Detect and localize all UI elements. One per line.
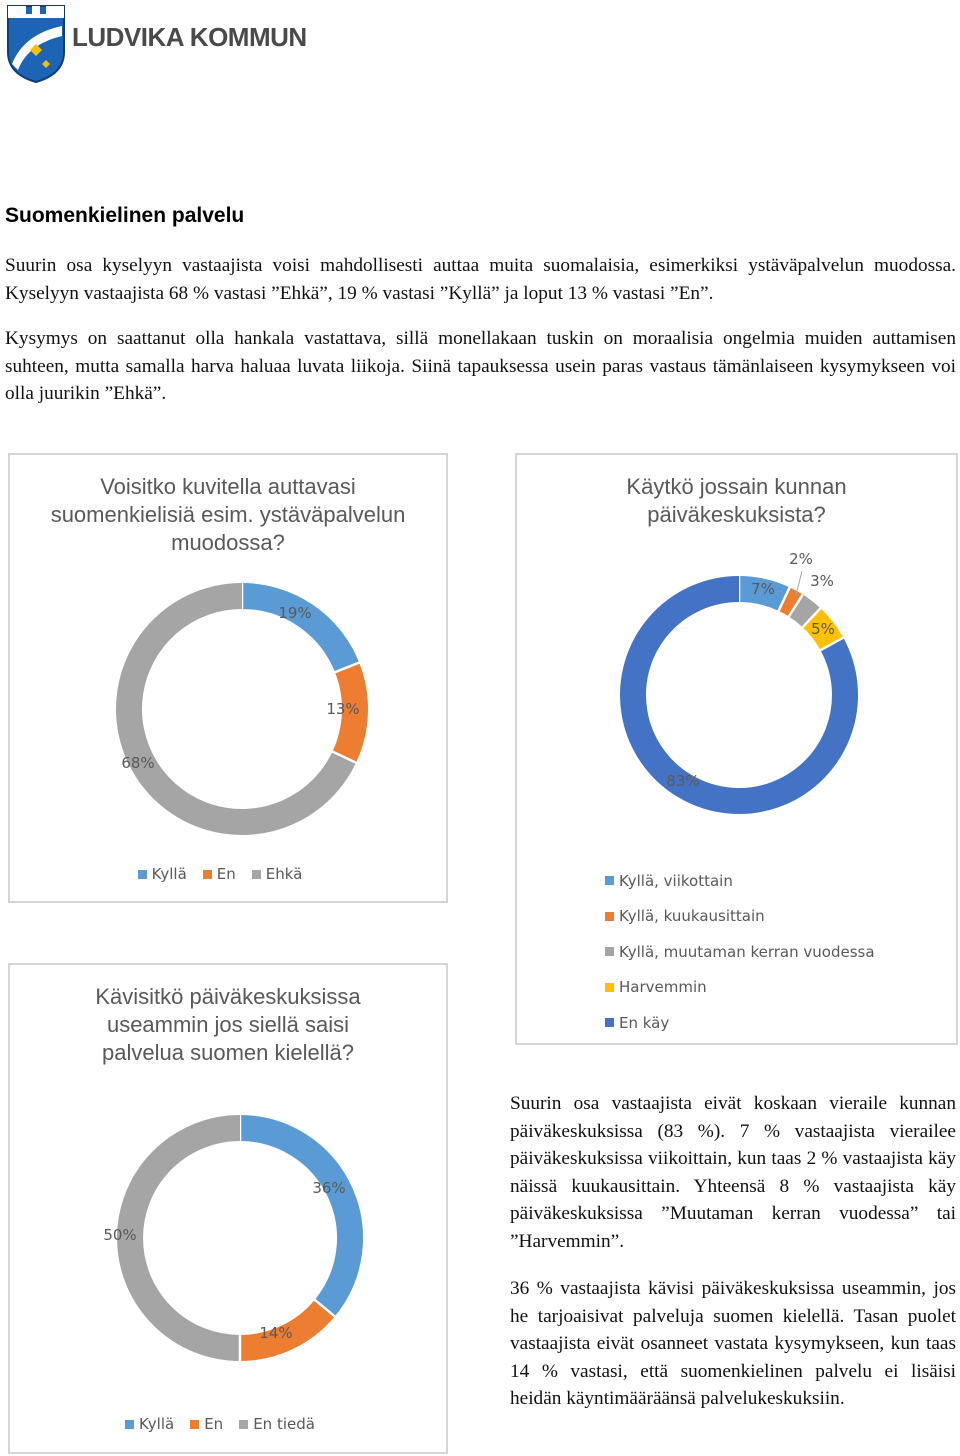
legend-swatch — [239, 1420, 248, 1429]
donut-chart — [10, 965, 450, 1456]
legend-swatch — [605, 983, 614, 992]
legend-swatch — [190, 1420, 199, 1429]
section-heading: Suomenkielinen palvelu — [5, 204, 245, 227]
coat-of-arms-icon — [6, 4, 68, 84]
legend-item — [203, 865, 236, 883]
legend-swatch — [252, 870, 261, 879]
chart-more-often — [8, 963, 448, 1454]
legend-item — [605, 934, 875, 970]
legend-swatch — [125, 1420, 134, 1429]
paragraph-explanation: Kysymys on saattanut olla hankala vastattava, sillä monellakaan tuskin on moraalisia ongelmia muiden auttamisen suhteen, mutta samalla harva haluaa luvata liikoja. Siinä tapauksessa usein paras vastaus tämänlaiseen kysymykseen voi olla juurikin ”Ehkä”. — [5, 328, 956, 404]
chart-title: Kävisitkö päiväkeskuksissa useammin jos siellä saisi palvelua suomen kielellä? — [95, 984, 361, 1065]
data-label: 19% — [278, 604, 312, 622]
legend-label: Harvemmin — [619, 978, 707, 997]
donut-slice — [240, 1128, 350, 1308]
legend-item — [605, 899, 875, 935]
legend-label: Kyllä, muutaman kerran vuodessa — [619, 942, 875, 961]
legend-item — [138, 865, 187, 883]
legend-label: Kyllä — [139, 1415, 175, 1433]
donut-slice — [796, 606, 812, 618]
chart-title: Voisitko kuvitella auttavasi suomenkielisiä esim. ystäväpalvelun muodossa? — [50, 474, 406, 555]
chart-visits — [515, 453, 958, 1045]
paragraph-more-often: 36 % vastaajista kävisi päiväkeskuksissa useammin, jos he tarjoaisivat palveluja suomen kielellä. Tasan puolet vastaajista eivät osanneet vastata kysymykseen, kun taas 14 % vastasi, että suomenkielinen palvelu ei lisäisi heidän käyntimääräänsä palvelukeskuksiin. — [510, 1278, 956, 1409]
legend-swatch — [605, 912, 614, 921]
legend-label: Kyllä, viikottain — [619, 871, 733, 890]
chart-helping — [8, 453, 448, 903]
legend — [10, 1415, 446, 1433]
legend-label: En tiedä — [253, 1415, 315, 1433]
legend-swatch — [605, 1018, 614, 1027]
legend-swatch — [203, 870, 212, 879]
chart-title: Käytkö jossain kunnan päiväkeskuksista? — [626, 474, 847, 527]
data-label: 83% — [666, 772, 700, 790]
data-label: 3% — [810, 572, 834, 590]
legend — [605, 863, 875, 1041]
data-label: 7% — [751, 580, 775, 598]
logo-text: LUDVIKA KOMMUN — [72, 22, 307, 52]
legend-label: Ehkä — [265, 865, 303, 883]
data-label: 2% — [789, 550, 813, 568]
legend-label: En käy — [619, 1013, 670, 1032]
data-label: 13% — [326, 700, 360, 718]
legend-label: Kyllä — [151, 865, 187, 883]
donut-slice — [784, 599, 796, 605]
legend — [10, 865, 446, 883]
paragraph-helping: Suurin osa kyselyyn vastaajista voisi mahdollisesti auttaa muita suomalaisia, esimerkiksi ystäväpalvelun muodossa. Kyselyyn vastaajista 68 % vastasi ”Ehkä”, 19 % vastasi ”Kyllä” ja loput 13 % vastasi ”En”. — [5, 255, 956, 304]
legend-label: En — [204, 1415, 224, 1433]
donut-slice — [130, 1128, 240, 1348]
data-label: 36% — [312, 1179, 346, 1197]
legend-swatch — [605, 876, 614, 885]
legend-label: Kyllä, kuukausittain — [619, 907, 765, 926]
legend-item — [239, 1415, 315, 1433]
legend-item — [605, 1005, 875, 1041]
ludvika-logo — [6, 4, 306, 86]
legend-item — [605, 970, 875, 1006]
data-label: 5% — [811, 620, 835, 638]
donut-chart — [10, 455, 450, 905]
data-label: 68% — [121, 754, 155, 772]
legend-swatch — [605, 947, 614, 956]
legend-item — [125, 1415, 174, 1433]
legend-item — [252, 865, 303, 883]
data-label: 14% — [259, 1324, 293, 1342]
legend-item — [605, 863, 875, 899]
legend-swatch — [138, 870, 147, 879]
legend-item — [190, 1415, 223, 1433]
paragraph-visits: Suurin osa vastaajista eivät koskaan vieraile kunnan päiväkeskuksissa (83 %). 7 % vastaajista vierailee päiväkeskuksissa viikoittain, kun taas 2 % vastaajista käy näissä kuukausittain. Yhteensä 8 % vastaajista käy päiväkeskuksissa ”Muutaman kerran vuodessa” tai ”Harvemmin”. — [510, 1093, 956, 1252]
legend-label: En — [216, 865, 236, 883]
data-label: 50% — [103, 1226, 137, 1244]
leader-line — [796, 571, 802, 595]
